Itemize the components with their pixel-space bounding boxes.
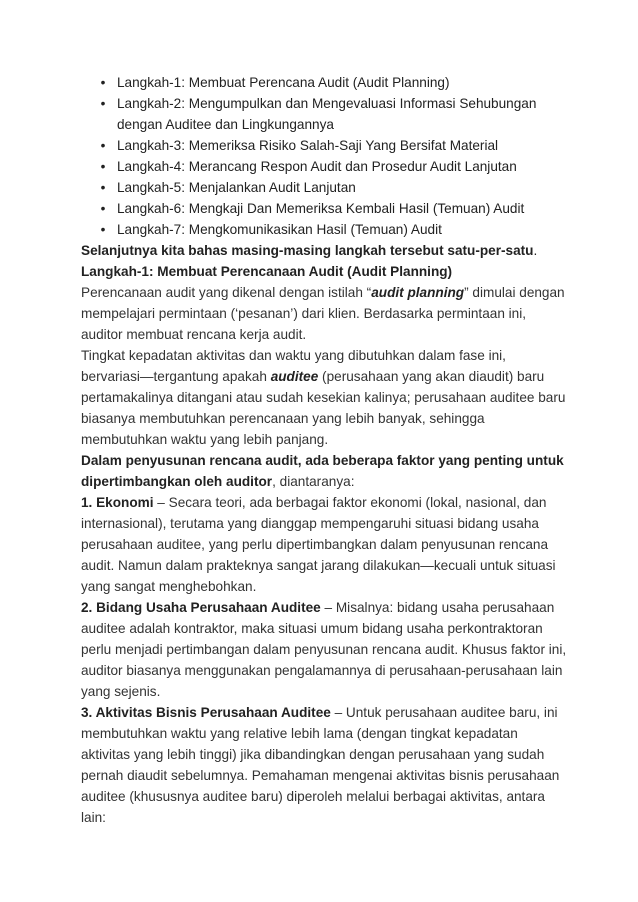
para-text: Perencanaan audit yang dikenal dengan istilah “ bbox=[81, 285, 372, 300]
emphasis-term: audit planning bbox=[371, 285, 465, 300]
bullet-icon: • bbox=[100, 180, 106, 195]
step-text: Langkah-6: Mengkaji Dan Memeriksa Kembali Hasil (Temuan) Audit bbox=[117, 201, 525, 216]
factors-intro-bold: Dalam penyusunan rencana audit, ada beberapa faktor yang penting untuk dipertimbangkan oleh auditor bbox=[81, 453, 564, 489]
factor-text: – Untuk perusahaan auditee baru, ini membutuhkan waktu yang relative lebih lama (dengan tingkat kepadatan aktivitas yang lebih tinggi) jika dibandingkan dengan perusahaan yang sudah pernah diaudit sebelumnya. Pemahaman mengenai aktivitas bisnis perusahaan auditee (khususnya auditee baru) diperoleh melalui berbagai aktivitas, antara lain: bbox=[81, 705, 560, 825]
factor-item bbox=[81, 597, 568, 702]
step-text: Langkah-7: Mengkomunikasikan Hasil (Temuan) Audit bbox=[117, 222, 442, 237]
list-item bbox=[97, 177, 568, 198]
para-text: (perusahaan yang akan diaudit) baru pertamakalinya ditangani atau sudah kesekian kalinya; perusahaan auditee baru biasanya membutuhkan perencanaan yang lebih banyak, sehingga membutuhkan waktu yang lebih panjang. bbox=[81, 369, 566, 447]
bullet-icon: • bbox=[100, 222, 106, 237]
section-heading bbox=[81, 261, 568, 282]
factor-title: 1. Ekonomi bbox=[81, 495, 154, 510]
bullet-icon: • bbox=[100, 96, 106, 111]
bullet-icon: • bbox=[100, 201, 106, 216]
step-text: Langkah-5: Menjalankan Audit Lanjutan bbox=[117, 180, 356, 195]
factor-item bbox=[81, 492, 568, 597]
intro-rest: . bbox=[533, 243, 538, 258]
factor-text: – Misalnya: bidang usaha perusahaan auditee adalah kontraktor, maka situasi umum bidang usaha perkontraktoran perlu menjadi pertimbangan dalam penyusunan rencana audit. Khusus faktor ini, auditor biasanya menggunakan pengalamannya di perusahaan-perusahaan lain yang sejenis. bbox=[81, 600, 567, 699]
step-text: Langkah-2: Mengumpulkan dan Mengevaluasi Informasi Sehubungan dengan Auditee dan Lingkungannya bbox=[117, 96, 537, 132]
factor-item bbox=[81, 702, 568, 828]
step-text: Langkah-3: Memeriksa Risiko Salah-Saji Yang Bersifat Material bbox=[117, 138, 499, 153]
emphasis-term: auditee bbox=[270, 369, 319, 384]
para-text: ” dimulai dengan mempelajari permintaan (‘pesanan’) dari klien. Berdasarka permintaan ini, auditor membuat rencana kerja audit. bbox=[81, 285, 565, 342]
factors-intro-rest: , diantaranya: bbox=[272, 474, 355, 489]
bullet-icon: • bbox=[100, 75, 106, 90]
paragraph-activity-density bbox=[81, 345, 568, 450]
intro-paragraph bbox=[81, 240, 568, 261]
paragraph-factors-intro bbox=[81, 450, 568, 492]
list-item bbox=[97, 135, 568, 156]
factor-title: 3. Aktivitas Bisnis Perusahaan Auditee bbox=[81, 705, 331, 720]
list-item bbox=[97, 219, 568, 240]
list-item bbox=[97, 72, 568, 93]
list-item bbox=[97, 156, 568, 177]
list-item bbox=[97, 198, 568, 219]
bullet-icon: • bbox=[100, 159, 106, 174]
paragraph-audit-planning bbox=[81, 282, 568, 345]
bullet-icon: • bbox=[100, 138, 106, 153]
step-text: Langkah-4: Merancang Respon Audit dan Prosedur Audit Lanjutan bbox=[117, 159, 517, 174]
factor-title: 2. Bidang Usaha Perusahaan Auditee bbox=[81, 600, 321, 615]
intro-bold: Selanjutnya kita bahas masing-masing langkah tersebut satu-per-satu bbox=[81, 243, 534, 258]
steps-list bbox=[81, 72, 568, 240]
para-text: Tingkat kepadatan aktivitas dan waktu yang dibutuhkan dalam fase ini, bervariasi—tergantung apakah bbox=[81, 348, 506, 384]
factor-text: – Secara teori, ada berbagai faktor ekonomi (lokal, nasional, dan internasional), terutama yang dianggap mempengaruhi situasi bidang usaha perusahaan auditee, yang perlu dipertimbangkan dalam penyusunan rencana audit. Namun dalam prakteknya sangat jarang dilakukan—kecuali untuk situasi yang sangat menghebohkan. bbox=[81, 495, 556, 594]
heading-text: Langkah-1: Membuat Perencanaan Audit (Audit Planning) bbox=[81, 264, 453, 279]
list-item bbox=[97, 93, 568, 135]
step-text: Langkah-1: Membuat Perencana Audit (Audit Planning) bbox=[117, 75, 450, 90]
